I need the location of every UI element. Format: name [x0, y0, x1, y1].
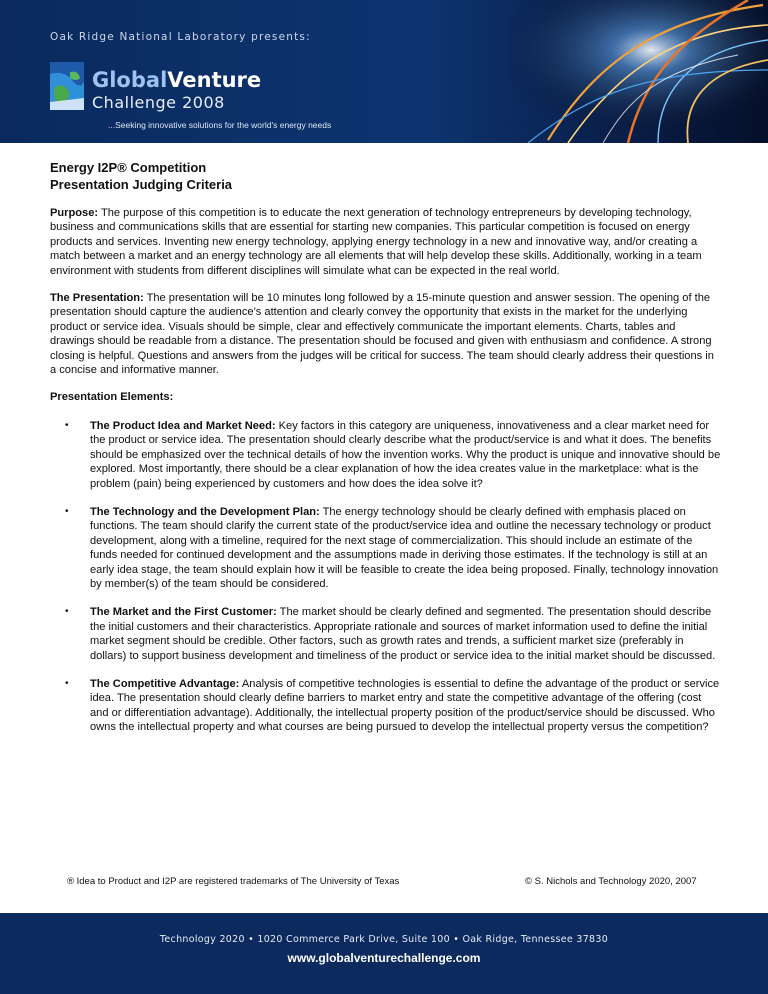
- element-label: The Product Idea and Market Need:: [90, 419, 276, 432]
- bullet-icon: •: [65, 606, 69, 618]
- globe-logo-icon: [50, 62, 84, 110]
- document-body: [50, 159, 722, 749]
- brand-venture: Venture: [167, 68, 262, 92]
- presentation-label: The Presentation:: [50, 292, 144, 305]
- element-text: The market should be clearly defined and segmented. The presentation should describe the initial customers and their characteristics. Appropriate rationale and sources of market information used to define the initial market segment should be credible. Other factors, such as growth rates and trends, a sufficient market size (preferably in dollars) to support business development and timeliness of the product or service idea to the initial market should be discussed.: [90, 606, 716, 662]
- footer-url-link[interactable]: www.globalventurechallenge.com: [287, 951, 481, 965]
- element-label: The Technology and the Development Plan:: [90, 505, 320, 518]
- presentation-paragraph: [50, 291, 722, 377]
- list-item: [50, 677, 722, 735]
- header-banner: [0, 0, 768, 143]
- tagline: ...Seeking innovative solutions for the world's energy needs: [108, 120, 332, 130]
- bullet-icon: •: [65, 677, 69, 689]
- brand-subtitle: Challenge 2008: [92, 93, 225, 112]
- element-text: Key factors in this category are uniqueness, innovativeness and a clear market need for the product or service idea. The presentation should clearly describe what the product/service is and what it does. The benefits should be emphasized over the technical details of how the invention works. Why the product is unique and innovative should be explored. Most importantly, there should be a clear explanation of how the idea creates value in the marketplace: what is the problem (pain) being experienced by customers and how does the idea solve it?: [90, 419, 721, 490]
- footer-address: Technology 2020 • 1020 Commerce Park Drive, Suite 100 • Oak Ridge, Tennessee 37830: [159, 934, 609, 945]
- bullet-icon: •: [65, 419, 69, 431]
- bullet-icon: •: [65, 505, 69, 517]
- elements-list: [50, 419, 722, 735]
- element-label: The Market and the First Customer:: [90, 606, 277, 619]
- elements-heading: Presentation Elements:: [50, 391, 174, 404]
- element-text: The energy technology should be clearly defined with emphasis placed on functions. The team should clarify the current state of the product/service idea and outline the necessary technology or product development, along with a timeline, required for the next stage of commercialization. This should include an estimate of the funds needed for continued development and the assumptions made in deriving those estimates. If the technology is still at an early idea stage, the team should explain how it will be feasible to create the idea being proposed. Finally, technology innovation by member(s) of the team should be considered.: [90, 505, 719, 590]
- purpose-text: The purpose of this competition is to educate the next generation of technology entrepreneurs by developing technology, business and communications skills that are essential for starting new companies. This particular competition is focused on energy products and services. Inventing new energy technology, applying energy technology in a new and innovative way, and/or creating a match between a market and an energy technology are all elements that will help develop these skills. Additionally, working in a team environment with students from different disciplines will simulate what can be expected in the real world.: [50, 207, 702, 277]
- purpose-paragraph: [50, 206, 722, 278]
- presentation-text: The presentation will be 10 minutes long followed by a 15-minute question and answer session. The opening of the presentation should capture the audience’s attention and clearly convey the opportunity that exists in the market for the underlying product or service idea. Visuals should be simple, clear and effectively communicate the important elements. Charts, tables and drawings should be readable from a distance. The presentation should be focused and given with enthusiasm and confidence. A strong closing is helpful. Questions and answers from the judges will be critical for success. The team should clearly address their questions in a concise and informative manner.: [50, 292, 714, 377]
- element-text: Analysis of competitive technologies is essential to define the advantage of the product or service idea. The presentation should clearly define barriers to market entry and state the competitive advantage of the offering (cost and or differentiation advantage). Additionally, the intellectual property position of the product/service should be discussed. Who owns the intellectual property and what courses are being pursued to develop the intellectual property versus the competition?: [90, 677, 720, 734]
- purpose-label: Purpose:: [50, 207, 99, 219]
- title-line-1: Energy I2P® Competition: [50, 160, 207, 175]
- document-title: [50, 159, 722, 193]
- presents-line: Oak Ridge National Laboratory presents:: [50, 31, 311, 43]
- list-item: [50, 505, 722, 591]
- brand-name: [92, 68, 261, 92]
- footer-banner: [0, 913, 768, 994]
- list-item: [50, 605, 722, 663]
- list-item: [50, 419, 722, 491]
- copyright-notice: © S. Nichols and Technology 2020, 2007: [525, 876, 697, 887]
- light-streaks-graphic: [508, 0, 768, 143]
- title-line-2: Presentation Judging Criteria: [50, 177, 233, 192]
- brand-global: Global: [92, 68, 168, 92]
- trademark-footnote: ® Idea to Product and I2P are registered trademarks of The University of Texas: [67, 876, 400, 887]
- element-label: The Competitive Advantage:: [90, 677, 240, 690]
